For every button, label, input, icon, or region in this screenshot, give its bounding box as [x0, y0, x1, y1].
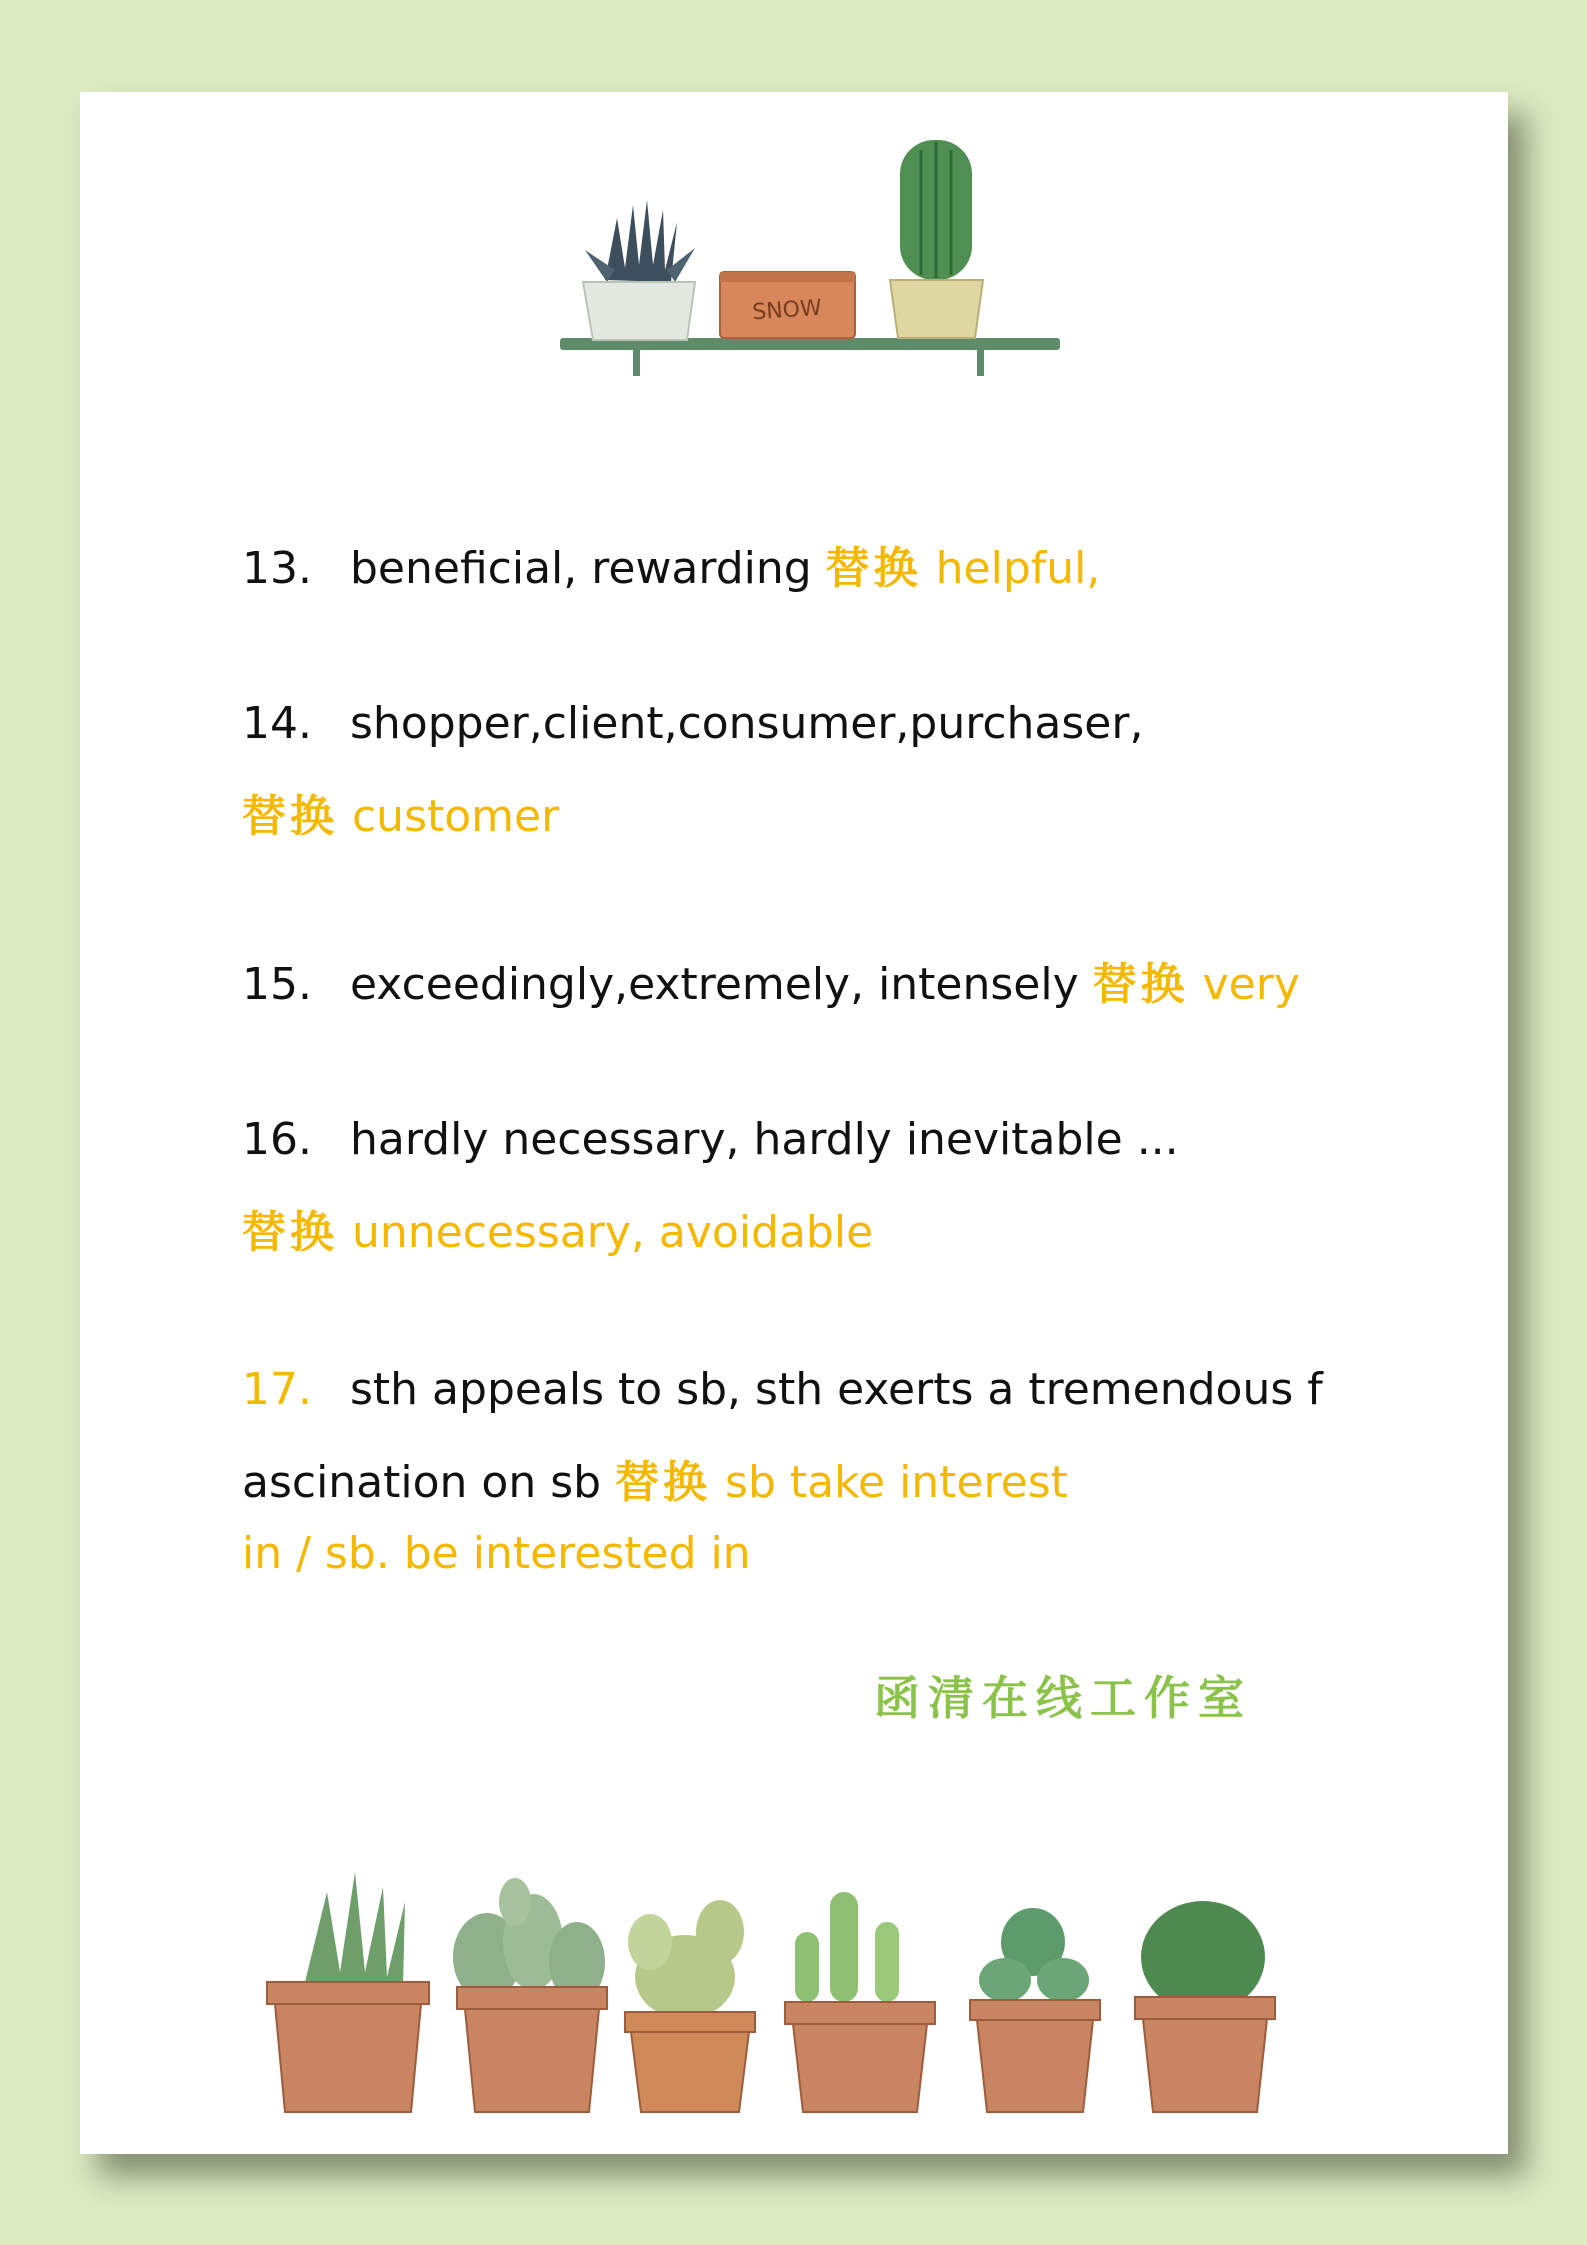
item-number: 15. [242, 959, 312, 1010]
replacement-word: unnecessary, avoidable [338, 1207, 874, 1258]
replace-label: 替换 [1092, 959, 1189, 1010]
replacement-word: customer [338, 791, 560, 842]
list-item-17-continuation-2 [242, 1528, 751, 1579]
replacement-word: very [1188, 959, 1300, 1010]
item-number: 17. [242, 1364, 312, 1415]
bunny-ear-cactus-pot-icon [625, 1900, 755, 2112]
item-words: shopper,client,consumer,purchaser, [350, 698, 1144, 749]
list-item-16-continuation [242, 1196, 873, 1260]
item-words: exceedingly,extremely, intensely [350, 959, 1093, 1010]
replacement-word: helpful, [921, 543, 1101, 594]
snow-box-label: SNOW [751, 295, 823, 326]
item-number: 14. [242, 698, 312, 749]
replacement-word: sb take interest [711, 1457, 1068, 1508]
replace-label: 替换 [242, 1207, 338, 1258]
list-item-17 [242, 1364, 1323, 1415]
studio-signature: 函清在线工作室 [874, 1671, 1252, 1725]
round-cactus-pot-icon [970, 1908, 1100, 2112]
list-item-15 [242, 948, 1300, 1012]
opuntia-pot-icon [453, 1878, 607, 2112]
shelf-illustration [555, 120, 1075, 390]
item-words: beneficial, rewarding [350, 543, 826, 594]
document-page [80, 92, 1508, 2154]
snow-box-icon [720, 272, 855, 338]
cactus-pots-illustration [265, 1862, 1425, 2122]
aloe-pot-icon [267, 1872, 429, 2112]
list-item-14 [242, 698, 1143, 749]
cactus-plant-icon [890, 140, 983, 338]
column-cactus-pot-icon [785, 1892, 935, 2112]
agave-plant-icon [583, 200, 695, 340]
list-item-13 [242, 532, 1100, 596]
ball-cactus-pot-icon [1135, 1901, 1275, 2112]
item-number: 16. [242, 1114, 312, 1165]
item-words: ascination on sb [242, 1457, 616, 1508]
list-item-17-continuation [242, 1446, 1068, 1510]
item-number: 13. [242, 543, 312, 594]
item-words: sth appeals to sb, sth exerts a tremendous f [350, 1364, 1323, 1415]
replace-label: 替换 [615, 1457, 712, 1508]
list-item-14-continuation [242, 780, 559, 844]
replace-label: 替换 [242, 791, 338, 842]
item-words: hardly necessary, hardly inevitable ... [350, 1114, 1179, 1165]
list-item-16 [242, 1114, 1179, 1165]
replacement-word: in / sb. be interested in [242, 1528, 751, 1579]
replace-label: 替换 [825, 543, 922, 594]
